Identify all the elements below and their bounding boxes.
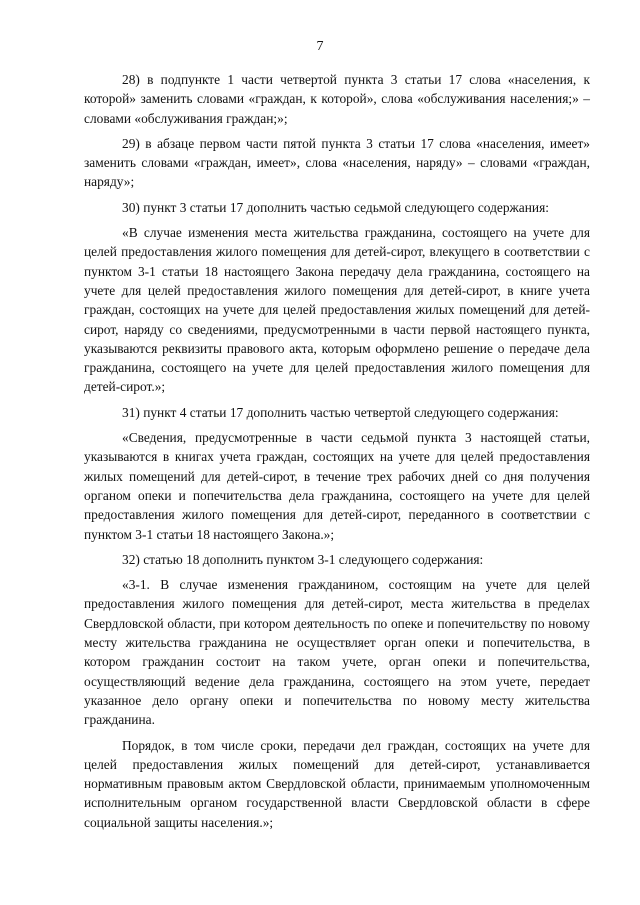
paragraph-item-28: 28) в подпункте 1 части четвертой пункта 3 статьи 17 слова «населения, к которой» заменить словами «граждан, к которой», слова «обслуживания населения;» – словами «обслуживания граждан;»; [84, 72, 590, 126]
paragraph-item-32: 32) статью 18 дополнить пунктом 3-1 следующего содержания: [122, 551, 484, 567]
paragraph-item-31: 31) пункт 4 статьи 17 дополнить частью четвертой следующего содержания: [122, 404, 559, 420]
paragraph-item-30: 30) пункт 3 статьи 17 дополнить частью седьмой следующего содержания: [122, 199, 549, 215]
paragraph-procedure: Порядок, в том числе сроки, передачи дел граждан, состоящих на учете для целей предоставления жилых помещений для детей-сирот, устанавливается нормативным правовым актом Свердловской области, принимаемым уполномоченным исполнительным органом государственной власти Свердловской области в сфере социальной защиты населения.»; [84, 737, 590, 830]
page-number: 7 [316, 39, 324, 54]
document-body [84, 70, 590, 838]
paragraph-item-29: 29) в абзаце первом части пятой пункта 3 статьи 17 слова «населения, имеет» заменить словами «граждан, имеет», слова «населения, наряду» – словами «граждан, наряду»; [84, 135, 590, 190]
paragraph-quote-30: «В случае изменения места жительства гражданина, состоящего на учете для целей предоставления жилого помещения для детей-сирот, влекущего в соответствии с пунктом 3-1 статьи 18 настоящего Закона передачу дела гражданина, состоящего на учете для целей предоставления жилого помещения для детей-сирот, в книге учета граждан, состоящих на учете для целей предоставления жилых помещений для детей-сирот, наряду со сведениями, предусмотренными в части первой настоящего пункта, указываются реквизиты правового акта, которым оформлено решение о передаче дела гражданина, состоящего на учете для целей предоставления жилого помещения для детей-сирот.»; [84, 225, 590, 395]
paragraph-quote-31: «Сведения, предусмотренные в части седьмой пункта 3 настоящей статьи, указываются в книгах учета граждан, состоящих на учете для целей предоставления жилых помещений для детей-сирот, в течение трех рабочих дней со дня получения органом опеки и попечительства дела гражданина, состоящего на учете для целей предоставления жилого помещения для детей-сирот, переданного в соответствии с пунктом 3-1 статьи 18 настоящего Закона.»; [84, 430, 590, 542]
paragraph-quote-32: «3-1. В случае изменения гражданином, состоящим на учете для целей предоставления жилого помещения для детей-сирот, места жительства в пределах Свердловской области, при котором деятельность по опеке и попечительству по новому месту жительства гражданина не осуществляет орган опеки и попечительства, в котором гражданин состоит на таком учете, орган опеки и попечительства, осуществляющий ведение дела гражданина, состоящего на этом учете, передает указанное дело органу опеки и попечительства по новому месту жительства гражданина. [84, 577, 590, 728]
